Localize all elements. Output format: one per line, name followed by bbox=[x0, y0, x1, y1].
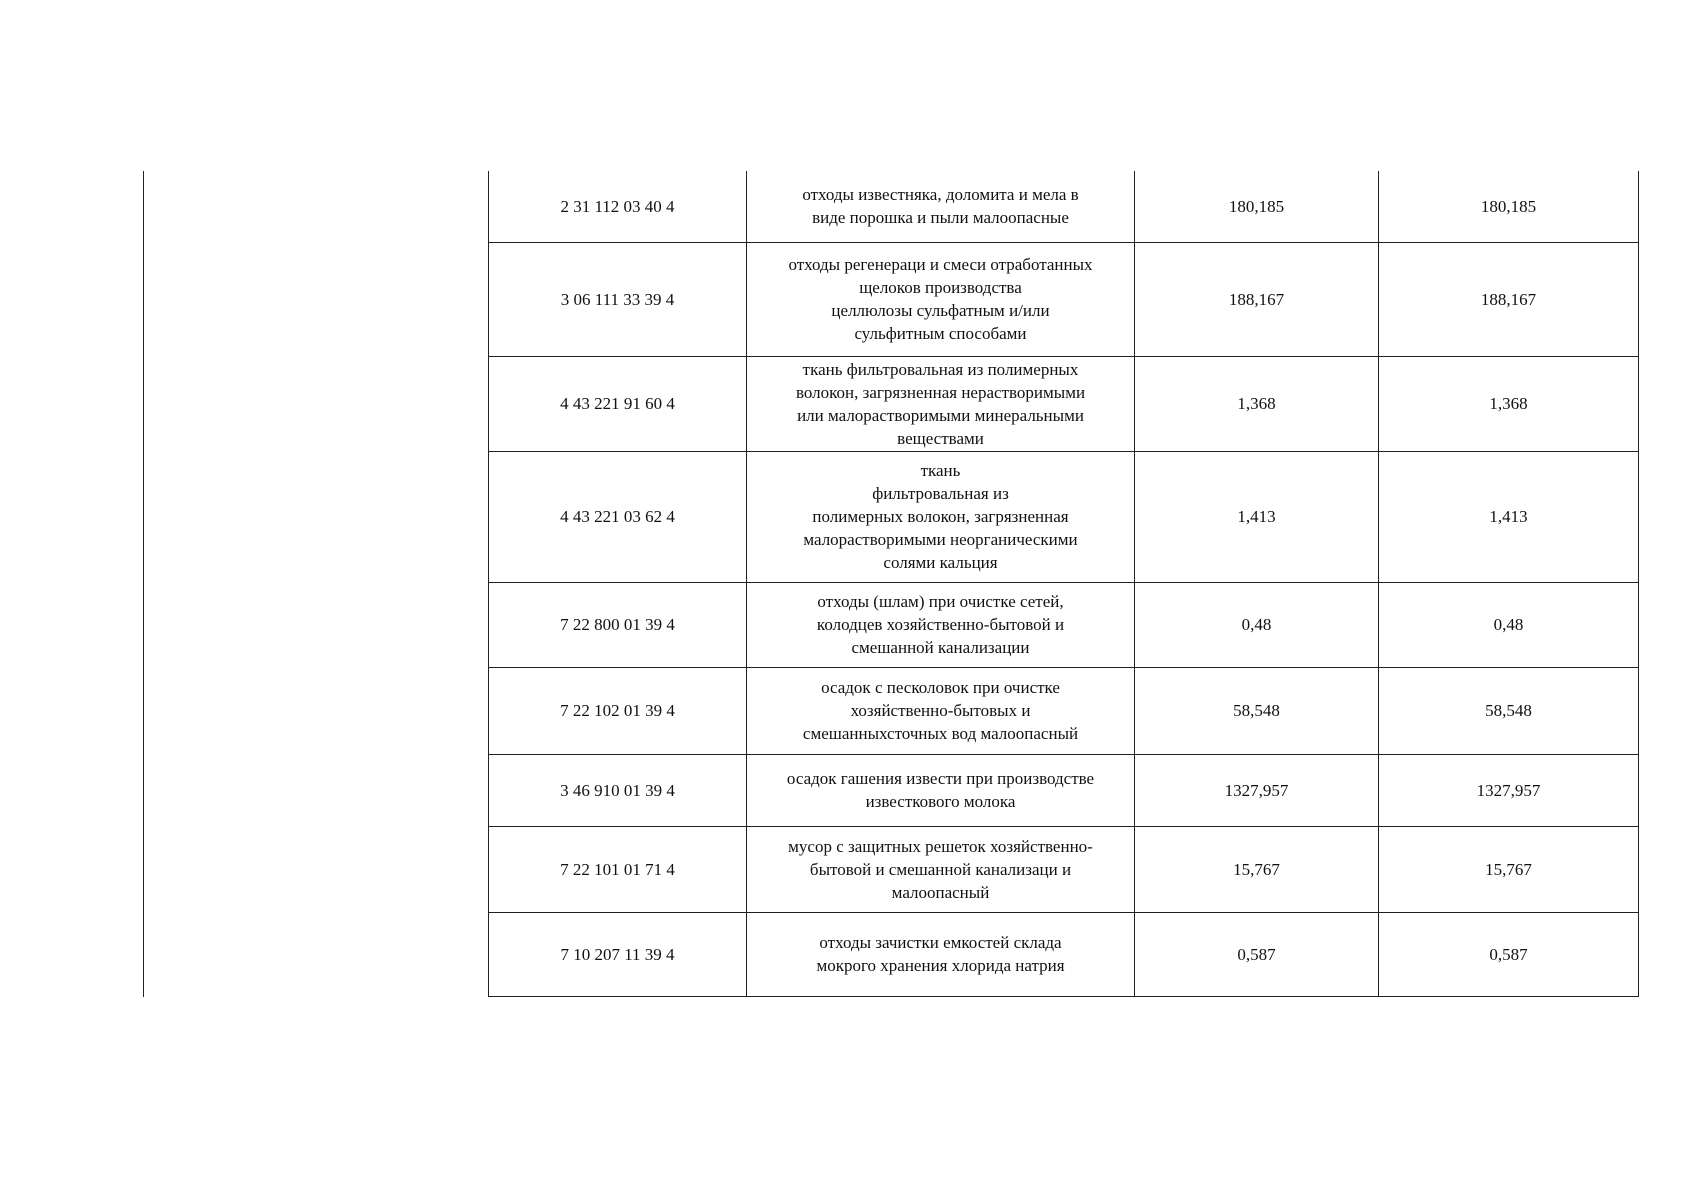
amount-cell-1: 1,413 bbox=[1135, 451, 1379, 582]
table-row bbox=[489, 582, 1639, 667]
waste-code-cell: 7 10 207 11 39 4 bbox=[489, 912, 747, 996]
table-row bbox=[489, 667, 1639, 754]
waste-name-cell: отходы известняка, доломита и мела в виде порошка и пыли малоопасные bbox=[747, 171, 1135, 242]
amount-cell-1: 15,767 bbox=[1135, 826, 1379, 912]
waste-code-cell: 3 06 111 33 39 4 bbox=[489, 242, 747, 356]
amount-cell-2: 0,587 bbox=[1379, 912, 1639, 996]
amount-cell-1: 0,48 bbox=[1135, 582, 1379, 667]
waste-name-cell: осадок с песколовок при очистке хозяйственно-бытовых и смешанныхсточных вод малоопасный bbox=[747, 667, 1135, 754]
table-row bbox=[489, 826, 1639, 912]
waste-code-cell: 7 22 800 01 39 4 bbox=[489, 582, 747, 667]
amount-cell-2: 180,185 bbox=[1379, 171, 1639, 242]
table-row bbox=[489, 356, 1639, 451]
amount-cell-2: 15,767 bbox=[1379, 826, 1639, 912]
waste-code-cell: 2 31 112 03 40 4 bbox=[489, 171, 747, 242]
amount-cell-2: 1,368 bbox=[1379, 356, 1639, 451]
waste-name-cell: ткань фильтровальная из полимерных волокон, загрязненная нерастворимыми или малорастворимыми минеральными веществами bbox=[747, 356, 1135, 451]
amount-cell-2: 188,167 bbox=[1379, 242, 1639, 356]
table-row bbox=[489, 912, 1639, 996]
waste-code-cell: 3 46 910 01 39 4 bbox=[489, 754, 747, 826]
table-row bbox=[489, 242, 1639, 356]
amount-cell-2: 1,413 bbox=[1379, 451, 1639, 582]
waste-code-cell: 7 22 101 01 71 4 bbox=[489, 826, 747, 912]
waste-code-cell: 4 43 221 91 60 4 bbox=[489, 356, 747, 451]
waste-name-cell: отходы регенераци и смеси отработанных щелоков производства целлюлозы сульфатным и/или сульфитным способами bbox=[747, 242, 1135, 356]
amount-cell-1: 188,167 bbox=[1135, 242, 1379, 356]
waste-code-cell: 7 22 102 01 39 4 bbox=[489, 667, 747, 754]
table-row bbox=[489, 754, 1639, 826]
amount-cell-1: 1,368 bbox=[1135, 356, 1379, 451]
amount-cell-1: 1327,957 bbox=[1135, 754, 1379, 826]
amount-cell-1: 58,548 bbox=[1135, 667, 1379, 754]
waste-name-cell: осадок гашения извести при производстве известкового молока bbox=[747, 754, 1135, 826]
waste-name-cell: мусор с защитных решеток хозяйственно- бытовой и смешанной канализаци и малоопасный bbox=[747, 826, 1135, 912]
left-border-line bbox=[143, 171, 144, 997]
amount-cell-1: 180,185 bbox=[1135, 171, 1379, 242]
amount-cell-2: 1327,957 bbox=[1379, 754, 1639, 826]
table-row bbox=[489, 171, 1639, 242]
amount-cell-2: 0,48 bbox=[1379, 582, 1639, 667]
table-row bbox=[489, 451, 1639, 582]
amount-cell-1: 0,587 bbox=[1135, 912, 1379, 996]
amount-cell-2: 58,548 bbox=[1379, 667, 1639, 754]
waste-name-cell: ткань фильтровальная из полимерных волокон, загрязненная малорастворимыми неорганическими солями кальция bbox=[747, 451, 1135, 582]
waste-code-cell: 4 43 221 03 62 4 bbox=[489, 451, 747, 582]
waste-table bbox=[488, 171, 1639, 997]
waste-name-cell: отходы зачистки емкостей склада мокрого хранения хлорида натрия bbox=[747, 912, 1135, 996]
waste-name-cell: отходы (шлам) при очистке сетей, колодцев хозяйственно-бытовой и смешанной канализации bbox=[747, 582, 1135, 667]
